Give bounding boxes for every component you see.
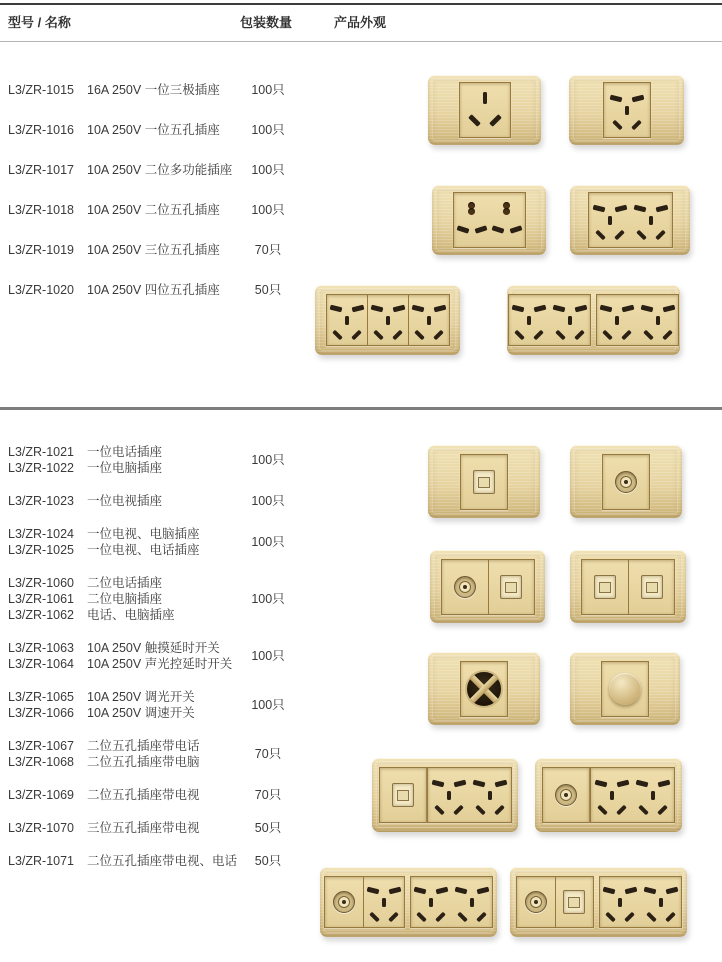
product-name: 一位电视、电脑插座 <box>87 527 200 541</box>
product-name: 二位电脑插座 <box>87 592 163 606</box>
product-name: 10A 250V 二位多功能插座 <box>87 163 233 177</box>
five-hole-socket-icon <box>636 775 670 815</box>
table-row <box>0 820 312 836</box>
product-name: 一位电话插座 <box>87 445 163 459</box>
model-number: L3/ZR-1066 <box>8 706 75 720</box>
five-hole-socket-icon <box>367 882 401 922</box>
multifunction-socket-icon <box>458 199 486 241</box>
table-row <box>0 150 312 190</box>
model-number: L3/ZR-1025 <box>8 543 75 557</box>
model-number: L3/ZR-1020 <box>8 283 75 297</box>
package-quantity: 70只 <box>254 788 282 802</box>
rj-jack-icon <box>563 890 585 914</box>
model-number: L3/ZR-1070 <box>8 821 75 835</box>
table-row <box>0 70 312 110</box>
five-hole-socket-icon <box>553 300 587 340</box>
product-name: 一位电视、电话插座 <box>87 543 200 557</box>
section-sockets-rows <box>0 70 312 310</box>
five-hole-socket-icon <box>455 882 489 922</box>
model-number: L3/ZR-1024 <box>8 527 75 541</box>
five-hole-socket-icon <box>330 300 364 340</box>
model-number: L3/ZR-1018 <box>8 203 75 217</box>
five-hole-socket-icon <box>600 300 634 340</box>
package-quantity: 100只 <box>251 535 285 549</box>
product-name: 二位五孔插座带电视 <box>87 788 200 802</box>
product-name: 一位电脑插座 <box>87 461 163 475</box>
table-row <box>0 526 312 558</box>
model-number: L3/ZR-1017 <box>8 163 75 177</box>
product-name: 10A 250V 一位五孔插座 <box>87 123 220 137</box>
product-image-phone-socket <box>428 445 540 518</box>
model-number: L3/ZR-1069 <box>8 788 75 802</box>
rj-jack-icon <box>392 783 414 807</box>
five-hole-socket-icon <box>473 775 507 815</box>
five-hole-socket-icon <box>603 882 637 922</box>
model-number: L3/ZR-1015 <box>8 83 75 97</box>
model-number: L3/ZR-1062 <box>8 608 75 622</box>
five-hole-socket-icon <box>610 90 644 130</box>
coax-connector-icon <box>555 784 577 806</box>
product-name: 一位电视插座 <box>87 494 163 508</box>
product-name: 10A 250V 二位五孔插座 <box>87 203 220 217</box>
product-name: 二位电话插座 <box>87 576 163 590</box>
model-number: L3/ZR-1023 <box>8 494 75 508</box>
five-hole-socket-icon <box>512 300 546 340</box>
table-row <box>0 493 312 509</box>
table-row <box>0 444 312 476</box>
product-name: 二位五孔插座带电视、电话 <box>87 854 238 868</box>
model-number: L3/ZR-1063 <box>8 641 75 655</box>
package-quantity: 100只 <box>251 453 285 467</box>
five-hole-socket-icon <box>641 300 675 340</box>
five-hole-socket-icon <box>432 775 466 815</box>
package-quantity: 100只 <box>251 163 285 177</box>
table-row <box>0 689 312 721</box>
package-quantity: 50只 <box>254 821 282 835</box>
model-number: L3/ZR-1019 <box>8 243 75 257</box>
section-divider <box>0 407 722 410</box>
five-hole-socket-icon <box>634 200 668 240</box>
touch-delay-switch-icon <box>465 670 503 708</box>
product-name: 电话、电脑插座 <box>87 608 175 622</box>
product-image-triple-five-hole-with-tv <box>320 867 497 937</box>
three-pin-socket-icon <box>464 89 506 131</box>
table-row <box>0 575 312 623</box>
table-row <box>0 190 312 230</box>
product-image-double-five-hole-with-tv-phone <box>510 867 687 937</box>
table-row <box>0 230 312 270</box>
package-quantity: 100只 <box>251 494 285 508</box>
model-number: L3/ZR-1064 <box>8 657 75 671</box>
product-name: 二位五孔插座带电脑 <box>87 755 200 769</box>
package-quantity: 100只 <box>251 649 285 663</box>
product-image-dimmer-switch <box>570 652 680 725</box>
rj-jack-icon <box>641 575 663 599</box>
five-hole-socket-icon <box>595 775 629 815</box>
column-header-product-appearance: 产品外观 <box>334 15 387 30</box>
product-image-double-five-hole-socket <box>570 185 690 255</box>
model-number: L3/ZR-1071 <box>8 854 75 868</box>
package-quantity: 100只 <box>251 592 285 606</box>
rj-jack-icon <box>473 470 495 494</box>
model-number: L3/ZR-1061 <box>8 592 75 606</box>
product-image-tv-computer-socket <box>430 550 545 623</box>
table-row <box>0 640 312 672</box>
package-quantity: 50只 <box>254 283 282 297</box>
product-name: 10A 250V 四位五孔插座 <box>87 283 220 297</box>
dimmer-knob-icon <box>609 673 641 705</box>
product-image-quad-five-hole-socket <box>507 285 680 355</box>
product-name: 16A 250V 一位三极插座 <box>87 83 220 97</box>
model-number: L3/ZR-1021 <box>8 445 75 459</box>
five-hole-socket-icon <box>414 882 448 922</box>
model-number: L3/ZR-1068 <box>8 755 75 769</box>
top-rule <box>0 3 722 5</box>
model-number: L3/ZR-1067 <box>8 739 75 753</box>
multifunction-socket-icon <box>493 199 521 241</box>
product-image-double-five-hole-with-tv <box>535 758 682 832</box>
table-row <box>0 738 312 770</box>
header-underline <box>0 41 722 42</box>
package-quantity: 100只 <box>251 698 285 712</box>
table-row <box>0 853 312 869</box>
product-image-three-pin-socket <box>428 75 541 145</box>
model-number: L3/ZR-1065 <box>8 690 75 704</box>
product-name: 10A 250V 调光开关 <box>87 690 195 704</box>
model-number: L3/ZR-1060 <box>8 576 75 590</box>
product-image-touch-delay-switch <box>428 652 540 725</box>
column-header-package-quantity: 包装数量 <box>240 15 293 30</box>
coax-connector-icon <box>615 471 637 493</box>
rj-jack-icon <box>500 575 522 599</box>
package-quantity: 100只 <box>251 83 285 97</box>
product-image-five-hole-socket <box>569 75 684 145</box>
product-name: 三位五孔插座带电视 <box>87 821 200 835</box>
product-name: 10A 250V 触摸延时开关 <box>87 641 220 655</box>
product-name: 二位五孔插座带电话 <box>87 739 200 753</box>
package-quantity: 100只 <box>251 203 285 217</box>
table-row <box>0 787 312 803</box>
coax-connector-icon <box>525 891 547 913</box>
model-number: L3/ZR-1022 <box>8 461 75 475</box>
coax-connector-icon <box>454 576 476 598</box>
product-image-multifunction-socket <box>432 185 546 255</box>
product-name: 10A 250V 调速开关 <box>87 706 195 720</box>
product-image-tv-socket <box>570 445 682 518</box>
rj-jack-icon <box>594 575 616 599</box>
coax-connector-icon <box>333 891 355 913</box>
section-weak-current-rows <box>0 444 312 886</box>
package-quantity: 100只 <box>251 123 285 137</box>
table-row <box>0 110 312 150</box>
product-name: 10A 250V 声光控延时开关 <box>87 657 233 671</box>
column-header-model-name: 型号 / 名称 <box>8 15 71 30</box>
model-number: L3/ZR-1016 <box>8 123 75 137</box>
product-image-triple-five-hole-socket <box>315 285 460 355</box>
package-quantity: 70只 <box>254 747 282 761</box>
five-hole-socket-icon <box>371 300 405 340</box>
product-image-double-five-hole-with-phone <box>372 758 518 832</box>
product-name: 10A 250V 三位五孔插座 <box>87 243 220 257</box>
package-quantity: 50只 <box>254 854 282 868</box>
five-hole-socket-icon <box>412 300 446 340</box>
five-hole-socket-icon <box>644 882 678 922</box>
table-row <box>0 270 312 310</box>
product-image-double-data-socket <box>570 550 686 623</box>
package-quantity: 70只 <box>254 243 282 257</box>
five-hole-socket-icon <box>593 200 627 240</box>
